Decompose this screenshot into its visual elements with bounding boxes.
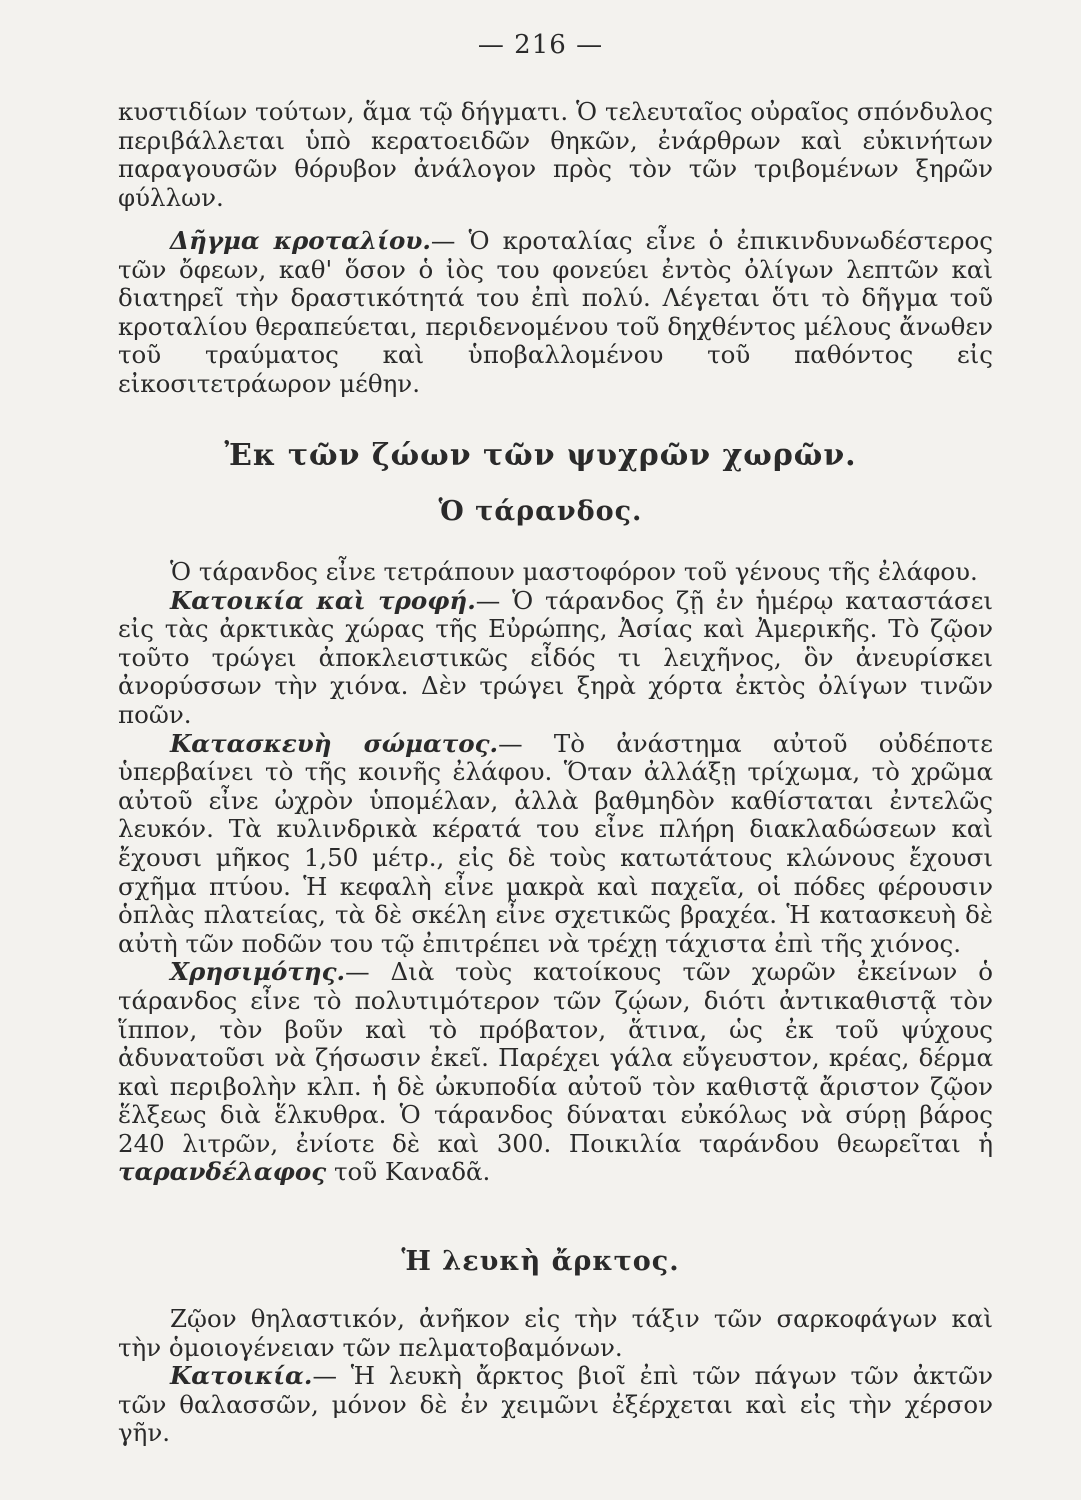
reindeer-habitat-paragraph (118, 587, 993, 730)
subheading-habitat: Κατοικία. (170, 1361, 313, 1391)
reindeer-intro: Ὁ τάρανδος εἶνε τετράπουν μαστοφόρον τοῦ γένους τῆς ἐλάφου. (170, 557, 978, 586)
paragraph-rattlesnake-bite (118, 227, 993, 399)
paragraph-body (118, 227, 993, 399)
subheading-habitat-food: Κατοικία καὶ τροφή. (170, 585, 476, 615)
subheading-usefulness: Χρησιμότης. (170, 957, 346, 987)
paragraph-text: — Διὰ τοὺς κατοίκους τῶν χωρῶν ἐκείνων ὁ τάρανδος εἶνε τὸ πολυτιμότερον τῶν ζῴων, διότι ἀντικαθιστᾷ τὸν ἵππον, τὸν βοῦν καὶ τὸ πρόβατον, ἅτινα, ὡς ἐκ τοῦ ψύχους ἀδυνατοῦσι νὰ ζήσωσιν ἐκεῖ. Παρέχει γάλα εὔγευστον, κρέας, δέρμα καὶ περιβολὴν κλπ. ἡ δὲ ὠκυποδία αὐτοῦ τὸν καθιστᾷ ἄριστον ζῷον ἕλξεως διὰ ἕλκυθρα. Ὁ τάρανδος δύναται εὐκόλως νὰ σύρῃ βάρος 240 λιτρῶν, ἐνίοτε δὲ καὶ 300. Ποικιλία ταράνδου θεωρεῖται ἡ (118, 957, 993, 1158)
paragraph-text: — Τὸ ἀνάστημα αὐτοῦ οὐδέποτε ὑπερβαίνει τὸ τῆς κοινῆς ἐλάφου. Ὅταν ἀλλάξῃ τρίχωμα, τὸ χρῶμα αὐτοῦ εἶνε ὠχρὸν ὑπομέλαν, ἀλλὰ βαθμηδὸν καθίσταται ἐντελῶς λευκόν. Τὰ κυλινδρικὰ κέρατά του εἶνε πλήρη διακλαδώσεων καὶ ἔχουσι μῆκος 1,50 μέτρ., εἰς δὲ τοὺς κατωτάτους κλώνους ἔχουσι σχῆμα πτύου. Ἡ κεφαλὴ εἶνε μακρὰ καὶ παχεῖα, οἱ πόδες φέρουσιν ὁπλὰς πλατείας, τὰ δὲ σκέλη εἶνε σχετικῶς βραχέα. Ἡ κατασκευὴ δὲ αὐτὴ τῶν ποδῶν του τῷ ἐπιτρέπει νὰ τρέχῃ τάχιστα ἐπὶ τῆς χιόνος. (118, 728, 993, 958)
polar-bear-title: Ἡ λευκὴ ἄρκτος. (401, 1246, 680, 1277)
reindeer-title: Ὁ τάρανδος. (438, 496, 643, 527)
section-title: Ἐκ τῶν ζώων τῶν ψυχρῶν χωρῶν. (224, 438, 857, 473)
reindeer-usefulness-paragraph (118, 958, 993, 1187)
paragraph-venom-glands (118, 98, 993, 212)
paragraph-text-tail: τοῦ Καναδᾶ. (333, 1157, 491, 1187)
page-number: — 216 — (477, 30, 604, 60)
polar-bear-intro: Ζῷον θηλαστικόν, ἀνῆκον εἰς τὴν τάξιν τῶν σαρκοφάγων καὶ τὴν ὁμοιογένειαν τῶν πελματοβαμόνων. (118, 1304, 993, 1362)
paragraph-text: — Ἡ λευκὴ ἄρκτος βιοῖ ἐπὶ τῶν πάγων τῶν ἀκτῶν τῶν θαλασσῶν, μόνον δὲ ἐν χειμῶνι ἐξέρχεται καὶ εἰς τὴν χέρσον γῆν. (118, 1361, 993, 1448)
term-caribou: ταρανδέλαφος (118, 1157, 327, 1187)
reindeer-section (118, 558, 993, 1187)
paragraph-text: — Ὁ τάρανδος ζῇ ἐν ἡμέρῳ καταστάσει εἰς τὰς ἀρκτικὰς χώρας τῆς Εὐρώπης, Ἀσίας καὶ Ἀμερικῆς. Τὸ ζῷον τοῦτο τρώγει ἀποκλειστικῶς εἶδός τι λειχῆνος, ὃν ἀνευρίσκει ἀνορύσσων τὴν χιόνα. Δὲν τρώγει ξηρὰ χόρτα ἐκτὸς ὀλίγων τινῶν ποῶν. (118, 585, 993, 729)
reindeer-body-paragraph (118, 730, 993, 959)
polar-bear-section (118, 1305, 993, 1448)
subheading-body-structure: Κατασκευὴ σώματος. (170, 728, 499, 758)
polar-bear-habitat-paragraph (118, 1362, 993, 1448)
subheading-rattlesnake-bite: Δῆγμα κροταλίου. (170, 226, 431, 255)
paragraph-text: — Ὁ κροταλίας εἶνε ὁ ἐπικινδυνωδέστερος τῶν ὄφεων, καθ' ὅσον ὁ ἰὸς του φονεύει ἐντὸς ὀλίγων λεπτῶν καὶ διατηρεῖ τὴν δραστικότητά του ἐπὶ πολύ. Λέγεται ὅτι τὸ δῆγμα τοῦ κροταλίου θεραπεύεται, περιδενομένου τοῦ δηχθέντος μέλους ἄνωθεν τοῦ τραύματος καὶ ὑποβαλλομένου τοῦ παθόντος εἰς εἰκοσιτετράωρον μέθην. (118, 226, 993, 398)
paragraph-text: κυστιδίων τούτων, ἅμα τῷ δήγματι. Ὁ τελευταῖος οὐραῖος σπόνδυλος περιβάλλεται ὑπὸ κερατοειδῶν θηκῶν, ἐνάρθρων καὶ εὐκινήτων παραγουσῶν θόρυβον ἀνάλογον πρὸς τὸν τῶν τριβομένων ξηρῶν φύλλων. (118, 97, 993, 212)
